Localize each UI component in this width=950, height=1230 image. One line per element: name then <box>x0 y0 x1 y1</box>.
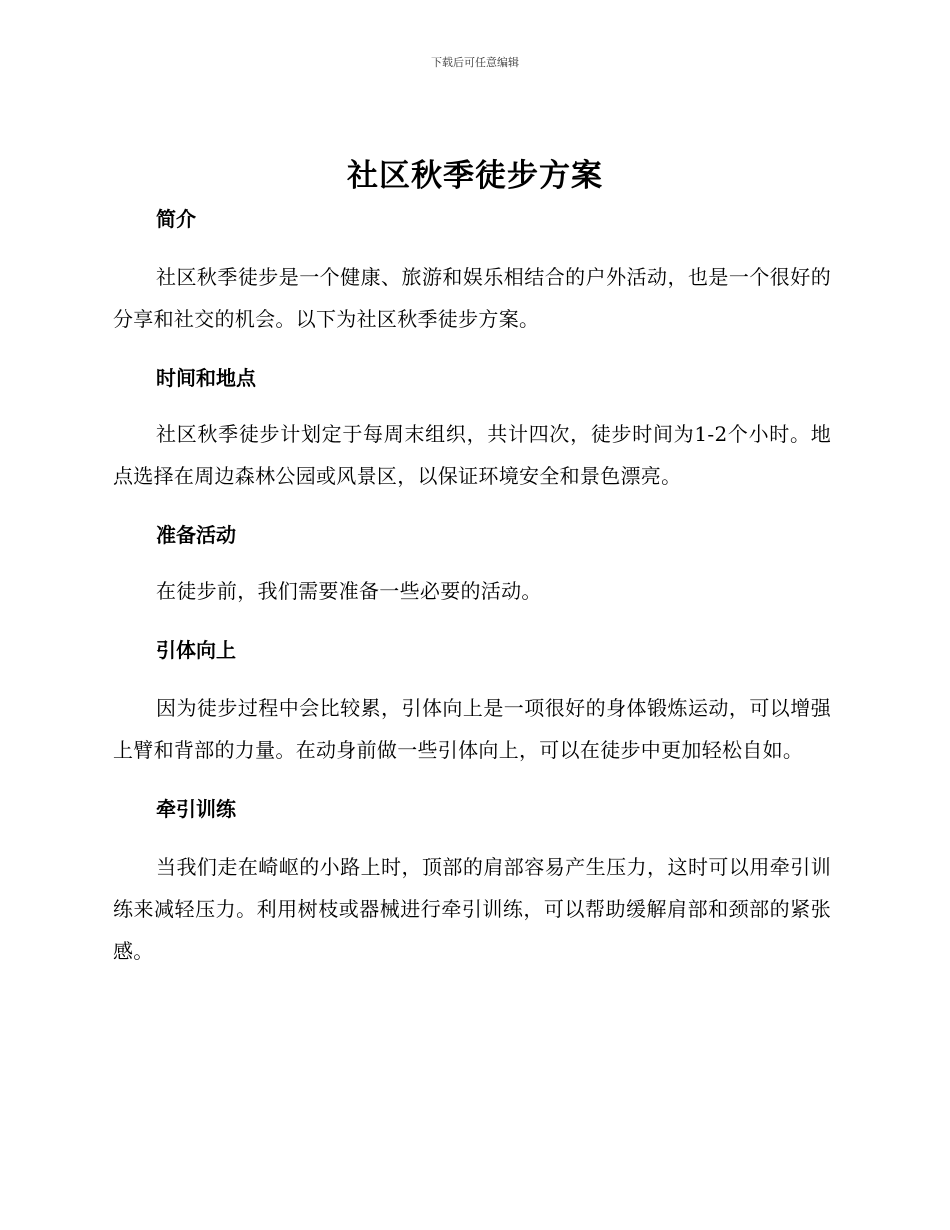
section-heading-pull-ups: 引体向上 <box>156 638 236 662</box>
section-body-time-place: 社区秋季徒步计划定于每周末组织，共计四次，徒步时间为1-2个小时。地点选择在周边森林公园或风景区，以保证环境安全和景色漂亮。 <box>113 422 831 488</box>
section-heading-traction-training: 牵引训练 <box>156 797 236 821</box>
section-body-traction-training: 当我们走在崎岖的小路上时，顶部的肩部容易产生压力，这时可以用牵引训练来减轻压力。利用树枝或器械进行牵引训练，可以帮助缓解肩部和颈部的紧张感。 <box>113 855 831 963</box>
section-body-preparation: 在徒步前，我们需要准备一些必要的活动。 <box>156 579 542 603</box>
section-body-pull-ups: 因为徒步过程中会比较累，引体向上是一项很好的身体锻炼运动，可以增强上臂和背部的力量。在动身前做一些引体向上，可以在徒步中更加轻松自如。 <box>113 696 831 762</box>
section-heading-preparation: 准备活动 <box>156 523 236 547</box>
document-title: 社区秋季徒步方案 <box>347 158 603 194</box>
header-note: 下载后可任意编辑 <box>431 56 519 69</box>
section-heading-intro: 简介 <box>156 207 196 231</box>
section-body-intro: 社区秋季徒步是一个健康、旅游和娱乐相结合的户外活动，也是一个很好的分享和社交的机会。以下为社区秋季徒步方案。 <box>113 265 831 331</box>
document-body <box>113 204 831 972</box>
section-heading-time-place: 时间和地点 <box>156 366 256 390</box>
